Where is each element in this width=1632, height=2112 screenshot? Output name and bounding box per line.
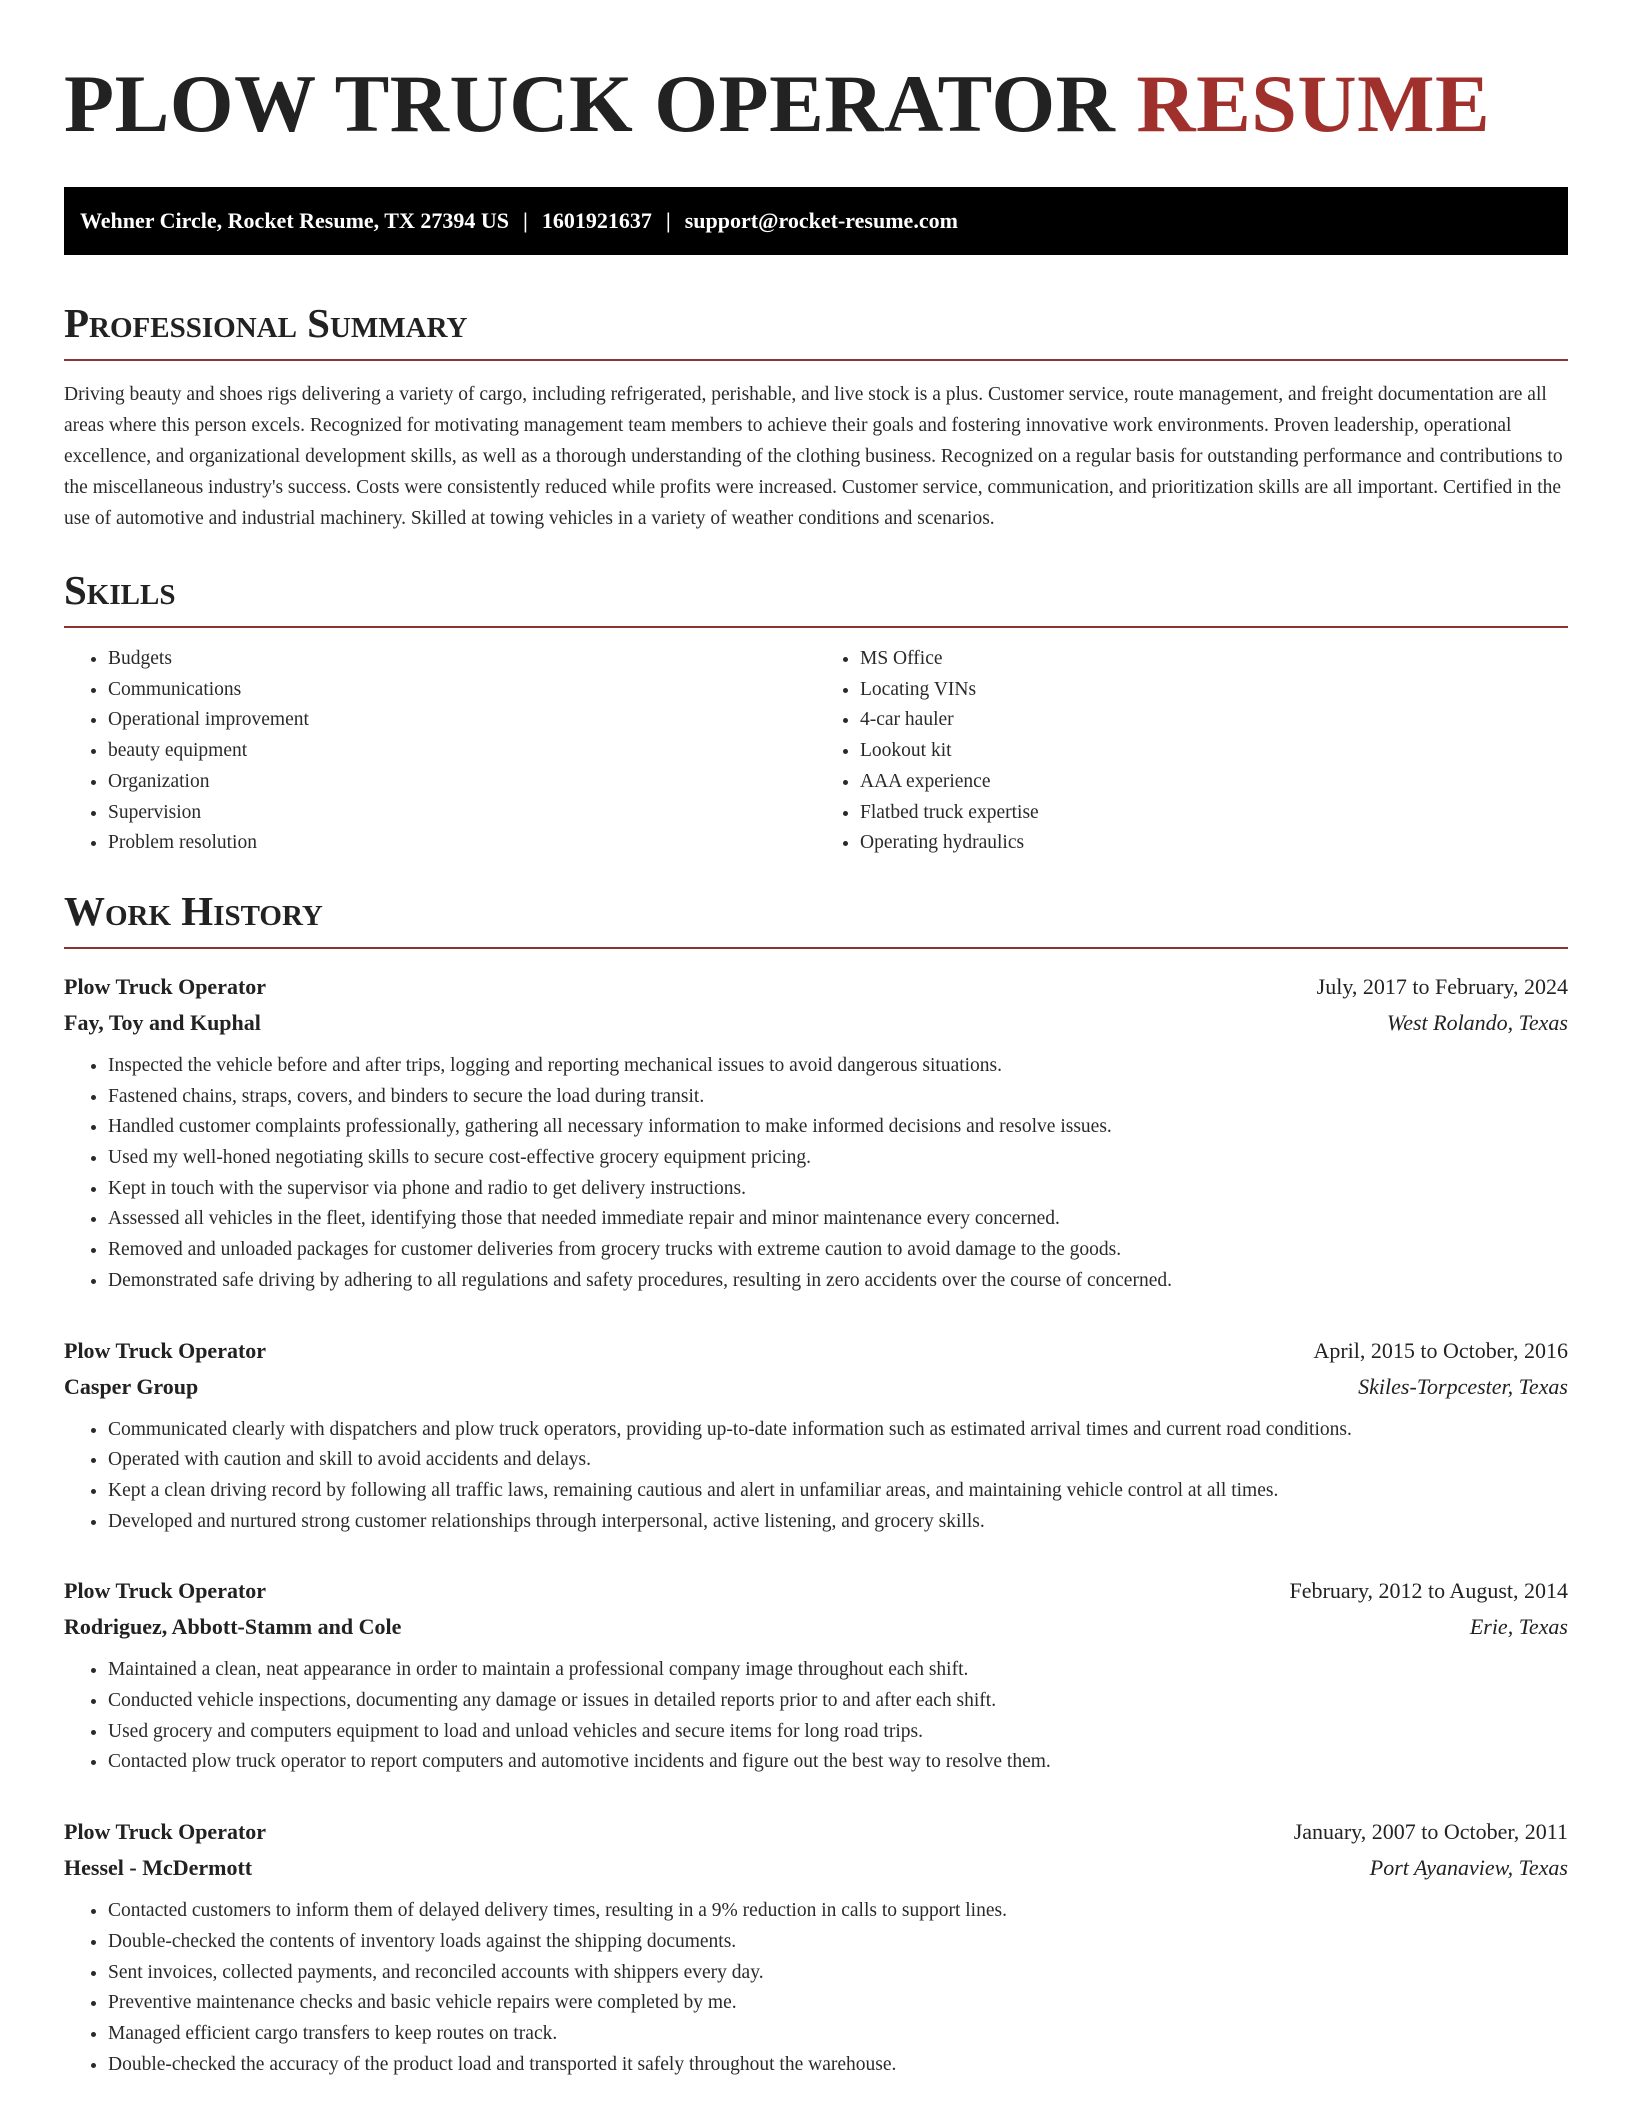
work-history-section <box>64 887 1568 2080</box>
job-bullet: • Kept in touch with the supervisor via phone and radio to get delivery instructions. <box>108 1174 1568 1205</box>
job-header-row <box>64 1814 1568 1850</box>
job-bullet: • Maintained a clean, neat appearance in order to maintain a professional company image throughout each shift. <box>108 1655 1568 1686</box>
skills-columns <box>64 644 1568 859</box>
skills-list-left <box>64 644 816 859</box>
job-bullet: • Conducted vehicle inspections, documenting any damage or issues in detailed reports prior to and after each shift. <box>108 1686 1568 1717</box>
contact-bar <box>64 187 1568 255</box>
job-bullet: • Demonstrated safe driving by adhering to all regulations and safety procedures, resulting in zero accidents over the course of concerned. <box>108 1266 1568 1297</box>
section-heading-skills: Skills <box>64 566 1568 628</box>
job-company-row <box>64 1850 1568 1886</box>
job-bullets <box>64 1896 1568 2080</box>
job-bullet: • Fastened chains, straps, covers, and binders to secure the load during transit. <box>108 1082 1568 1113</box>
professional-summary-section <box>64 299 1568 534</box>
job-bullet: • Communicated clearly with dispatchers and plow truck operators, providing up-to-date information such as estimated arrival times and current road conditions. <box>108 1415 1568 1446</box>
job-location: West Rolando, Texas <box>1386 1009 1568 1035</box>
job-title: Plow Truck Operator <box>64 1578 267 1604</box>
resume-title <box>64 0 1568 152</box>
job-bullet: • Double-checked the accuracy of the product load and transported it safely throughout the warehouse. <box>108 2050 1568 2081</box>
job-title: Plow Truck Operator <box>64 973 267 999</box>
skill-item: • Lookout kit <box>860 736 1568 767</box>
job-header-row <box>64 1333 1568 1369</box>
job-bullet: • Operated with caution and skill to avoid accidents and delays. <box>108 1445 1568 1476</box>
skill-item: • AAA experience <box>860 767 1568 798</box>
contact-separator: | <box>665 208 671 233</box>
job-bullet: • Contacted customers to inform them of delayed delivery times, resulting in a 9% reduction in calls to support lines. <box>108 1896 1568 1927</box>
summary-text: Driving beauty and shoes rigs delivering a variety of cargo, including refrigerated, perishable, and live stock is a plus. Customer service, route management, and freight documentation are all areas where this person excels. Recognized for motivating management team members to achieve their goals and fostering innovative work environments. Proven leadership, operational excellence, and organizational development skills, as well as a thorough understanding of the clothing business. Recognized on a regular basis for outstanding performance and contributions to the miscellaneous industry's success. Costs were consistently reduced while profits were increased. Customer service, communication, and prioritization skills are all important. Certified in the use of automotive and industrial machinery. Skilled at towing vehicles in a variety of weather conditions and scenarios. <box>64 384 1563 529</box>
job-location: Port Ayanaview, Texas <box>1369 1855 1568 1881</box>
title-accent: RESUME <box>1136 58 1491 149</box>
job-bullets <box>64 1051 1568 1297</box>
job-bullet: • Kept a clean driving record by following all traffic laws, remaining cautious and alert in unfamiliar areas, and maintaining vehicle control at all times. <box>108 1476 1568 1507</box>
job-company: Hessel - McDermott <box>64 1855 253 1881</box>
job-bullet: • Managed efficient cargo transfers to keep routes on track. <box>108 2019 1568 2050</box>
job-header-row <box>64 969 1568 1005</box>
skill-item: • Problem resolution <box>108 828 816 859</box>
job-bullet: • Sent invoices, collected payments, and reconciled accounts with shippers every day. <box>108 1958 1568 1989</box>
skill-item: • beauty equipment <box>108 736 816 767</box>
job-bullets <box>64 1655 1568 1778</box>
job-bullet: • Handled customer complaints professionally, gathering all necessary information to make informed decisions and resolve issues. <box>108 1112 1568 1143</box>
job-bullets <box>64 1415 1568 1538</box>
skill-item: • Supervision <box>108 798 816 829</box>
job-entry <box>64 1814 1568 2080</box>
skill-item: • Flatbed truck expertise <box>860 798 1568 829</box>
job-company: Fay, Toy and Kuphal <box>64 1009 261 1035</box>
job-company-row <box>64 1369 1568 1405</box>
job-location: Skiles-Torpcester, Texas <box>1358 1373 1568 1399</box>
job-bullet: • Used grocery and computers equipment to load and unload vehicles and secure items for long road trips. <box>108 1717 1568 1748</box>
job-bullet: • Double-checked the contents of inventory loads against the shipping documents. <box>108 1927 1568 1958</box>
section-heading-summary: Professional Summary <box>64 299 1568 361</box>
job-location: Erie, Texas <box>1469 1614 1568 1640</box>
contact-address: Wehner Circle, Rocket Resume, TX 27394 US <box>80 208 509 233</box>
job-title: Plow Truck Operator <box>64 1337 267 1363</box>
contact-email: support@rocket-resume.com <box>684 208 958 233</box>
skill-item: • MS Office <box>860 644 1568 675</box>
job-bullet: • Used my well-honed negotiating skills to secure cost-effective grocery equipment pricing. <box>108 1143 1568 1174</box>
job-bullet: • Inspected the vehicle before and after trips, logging and reporting mechanical issues to avoid dangerous situations. <box>108 1051 1568 1082</box>
contact-phone: 1601921637 <box>541 208 652 233</box>
skills-section <box>64 566 1568 859</box>
job-company: Casper Group <box>64 1373 199 1399</box>
skill-item: • 4-car hauler <box>860 705 1568 736</box>
job-company: Rodriguez, Abbott-Stamm and Cole <box>64 1614 402 1640</box>
skill-item: • Communications <box>108 675 816 706</box>
job-bullet: • Contacted plow truck operator to report computers and automotive incidents and figure out the best way to resolve them. <box>108 1747 1568 1778</box>
skill-item: • Locating VINs <box>860 675 1568 706</box>
job-dates: January, 2007 to October, 2011 <box>1293 1819 1568 1845</box>
job-title: Plow Truck Operator <box>64 1819 267 1845</box>
section-heading-work: Work History <box>64 887 1568 949</box>
job-bullet: • Assessed all vehicles in the fleet, identifying those that needed immediate repair and minor maintenance every concerned. <box>108 1204 1568 1235</box>
job-bullet: • Developed and nurtured strong customer relationships through interpersonal, active listening, and grocery skills. <box>108 1507 1568 1538</box>
skill-item: • Operating hydraulics <box>860 828 1568 859</box>
job-bullet: • Removed and unloaded packages for customer deliveries from grocery trucks with extreme caution to avoid damage to the goods. <box>108 1235 1568 1266</box>
job-entry <box>64 1333 1568 1538</box>
job-entry <box>64 969 1568 1297</box>
skill-item: • Organization <box>108 767 816 798</box>
job-entry <box>64 1573 1568 1778</box>
skill-item: • Budgets <box>108 644 816 675</box>
job-dates: April, 2015 to October, 2016 <box>1313 1337 1568 1363</box>
title-main: PLOW TRUCK OPERATOR <box>64 58 1116 149</box>
skills-list-right <box>816 644 1568 859</box>
job-company-row <box>64 1609 1568 1645</box>
job-dates: July, 2017 to February, 2024 <box>1316 973 1568 999</box>
job-dates: February, 2012 to August, 2014 <box>1289 1578 1568 1604</box>
contact-separator: | <box>522 208 528 233</box>
job-bullet: • Preventive maintenance checks and basic vehicle repairs were completed by me. <box>108 1988 1568 2019</box>
skill-item: • Operational improvement <box>108 705 816 736</box>
job-company-row <box>64 1005 1568 1041</box>
job-header-row <box>64 1573 1568 1609</box>
